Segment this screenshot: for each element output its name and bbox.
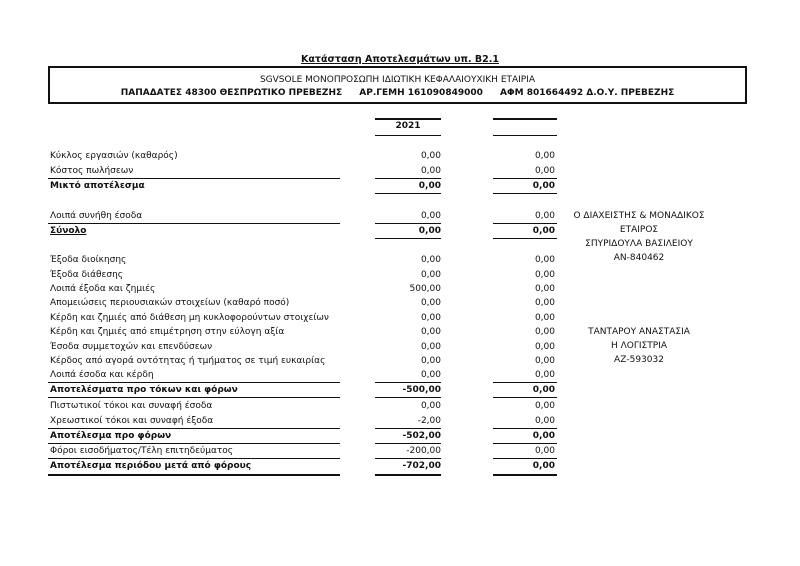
row-value-prev: 0,00 [534, 284, 555, 294]
company-name: SGVSOLE ΜΟΝΟΠΡΟΣΩΠΗ ΙΔΙΩΤΙΚΗ ΚΕΦΑΛΑΙΟΥΧΙΚΗ ΕΤΑΙΡΙΑ [259, 75, 536, 85]
col1-header-rule [375, 135, 441, 136]
row-value-2021: 0,00 [420, 401, 441, 411]
row-value-2021: 0,00 [420, 255, 441, 265]
row-label: Αποτελέσματα προ τόκων και φόρων [50, 385, 238, 395]
row-value-prev: 0,00 [534, 270, 555, 280]
col-header-2021: 2021 [395, 121, 421, 131]
row-label: Πιστωτικοί τόκοι και συναφή έσοδα [50, 401, 213, 411]
subtotal-rule [375, 382, 441, 383]
row-label: Σύνολο [50, 226, 87, 236]
subtotal-rule [48, 428, 340, 429]
row-value-prev: 0,00 [534, 401, 555, 411]
subtotal-rule [493, 458, 557, 459]
col2-top-rule [493, 118, 557, 120]
row-value-prev: 0,00 [532, 226, 555, 236]
row-value-prev: 0,00 [534, 342, 555, 352]
row-value-2021: 0,00 [420, 166, 441, 176]
subtotal-rule [493, 193, 557, 194]
company-header-box [48, 66, 747, 104]
subtotal-rule [375, 193, 441, 194]
subtotal-rule [375, 443, 441, 444]
row-value-prev: 0,00 [532, 181, 555, 191]
row-label: Λοιπά συνήθη έσοδα [50, 211, 143, 221]
subtotal-rule [493, 428, 557, 429]
row-label: Χρεωστικοί τόκοι και συναφή έξοδα [50, 416, 214, 426]
subtotal-rule [375, 458, 441, 459]
row-value-2021: 0,00 [420, 298, 441, 308]
row-value-2021: 0,00 [420, 327, 441, 337]
subtotal-rule [493, 238, 557, 239]
subtotal-rule [375, 428, 441, 429]
row-value-2021: 0,00 [420, 370, 441, 380]
subtotal-rule [493, 223, 557, 224]
row-label: Λοιπά έξοδα και ζημιές [50, 284, 156, 294]
row-label: Έξοδα διάθεσης [50, 270, 124, 280]
row-value-prev: 0,00 [534, 356, 555, 366]
row-label: Κόστος πωλήσεων [50, 166, 134, 176]
row-label: Φόροι εισοδήματος/Τέλη επιτηδεύματος [50, 446, 234, 456]
subtotal-rule [48, 223, 340, 224]
col1-top-rule [375, 118, 441, 120]
row-label: Απομειώσεις περιουσιακών στοιχείων (καθαρό ποσό) [50, 298, 290, 308]
company-gemi: ΑΡ.ΓΕΜΗ 161090849000 [359, 88, 483, 98]
row-value-prev: 0,00 [534, 151, 555, 161]
row-value-prev: 0,00 [534, 211, 555, 221]
row-label: Αποτέλεσμα προ φόρων [50, 431, 172, 441]
row-value-prev: 0,00 [534, 166, 555, 176]
row-value-2021: 0,00 [420, 151, 441, 161]
row-label: Κέρδη και ζημιές από επιμέτρηση στην εύλογη αξία [50, 327, 285, 337]
row-value-prev: 0,00 [532, 431, 555, 441]
row-value-2021: -702,00 [402, 461, 441, 471]
row-label: Μικτό αποτέλεσμα [50, 181, 145, 191]
subtotal-rule [48, 397, 340, 398]
row-value-2021: -502,00 [402, 431, 441, 441]
subtotal-rule [375, 238, 441, 239]
company-afm: ΑΦΜ 801664492 Δ.Ο.Υ. ΠΡΕΒΕΖΗΣ [500, 88, 675, 98]
row-value-2021: 0,00 [418, 181, 441, 191]
row-value-2021: 0,00 [420, 356, 441, 366]
row-label: Κέρδη και ζημιές από διάθεση μη κυκλοφορούντων στοιχείων [50, 313, 329, 323]
row-value-2021: 500,00 [409, 284, 441, 294]
row-value-prev: 0,00 [534, 313, 555, 323]
row-label: Έσοδα συμμετοχών και επενδύσεων [50, 342, 213, 352]
admin-role-line2: ΕΤΑΙΡΟΣ [619, 225, 659, 235]
row-value-prev: 0,00 [534, 255, 555, 265]
subtotal-rule [493, 178, 557, 179]
row-value-2021: -200,00 [406, 446, 441, 456]
row-value-2021: 0,00 [420, 270, 441, 280]
row-label: Κύκλος εργασιών (καθαρός) [50, 151, 178, 161]
accountant-id: ΑΖ-593032 [614, 355, 664, 365]
row-value-2021: 0,00 [420, 342, 441, 352]
admin-id: ΑΝ-840462 [613, 253, 665, 263]
row-value-prev: 0,00 [534, 416, 555, 426]
subtotal-rule [48, 382, 340, 383]
row-value-2021: 0,00 [420, 211, 441, 221]
subtotal-rule [375, 397, 441, 398]
final-rule [493, 474, 557, 476]
final-rule [48, 474, 340, 476]
subtotal-rule [493, 443, 557, 444]
subtotal-rule [493, 382, 557, 383]
row-label: Κέρδος από αγορά οντότητας ή τμήματος σε τιμή ευκαιρίας [50, 356, 326, 366]
row-value-2021: 0,00 [418, 226, 441, 236]
row-label: Αποτέλεσμα περιόδου μετά από φόρους [50, 461, 252, 471]
row-value-prev: 0,00 [532, 385, 555, 395]
row-value-prev: 0,00 [532, 461, 555, 471]
row-label: Έξοδα διοίκησης [50, 255, 127, 265]
admin-name: ΣΠΥΡΙΔΟΥΛΑ ΒΑΣΙΛΕΙΟΥ [585, 239, 693, 249]
final-rule [375, 474, 441, 476]
row-value-2021: -2,00 [417, 416, 441, 426]
row-value-2021: 0,00 [420, 313, 441, 323]
accountant-role: Η ΛΟΓΙΣΤΡΙΑ [611, 341, 667, 351]
subtotal-rule [48, 178, 340, 179]
subtotal-rule [48, 443, 340, 444]
row-value-2021: -500,00 [402, 385, 441, 395]
company-details [50, 88, 745, 98]
subtotal-rule [48, 458, 340, 459]
subtotal-rule [493, 397, 557, 398]
subtotal-rule [375, 178, 441, 179]
col2-header-rule [493, 135, 557, 136]
company-address: ΠΑΠΑΔΑΤΕΣ 48300 ΘΕΣΠΡΩΤΙΚΟ ΠΡΕΒΕΖΗΣ [120, 88, 343, 98]
row-value-prev: 0,00 [534, 370, 555, 380]
subtotal-rule [375, 223, 441, 224]
accountant-name: ΤΑΝΤΑΡΟΥ ΑΝΑΣΤΑΣΙΑ [588, 327, 690, 337]
row-value-prev: 0,00 [534, 298, 555, 308]
row-value-prev: 0,00 [534, 327, 555, 337]
admin-role-line1: Ο ΔΙΑΧΕΙΣΤΗΣ & ΜΟΝΑΔΙΚΟΣ [573, 211, 705, 221]
document-title: Κατάσταση Αποτελεσμάτων υπ. Β2.1 [301, 54, 499, 65]
row-value-prev: 0,00 [534, 446, 555, 456]
row-label: Λοιπά έσοδα και κέρδη [50, 370, 154, 380]
